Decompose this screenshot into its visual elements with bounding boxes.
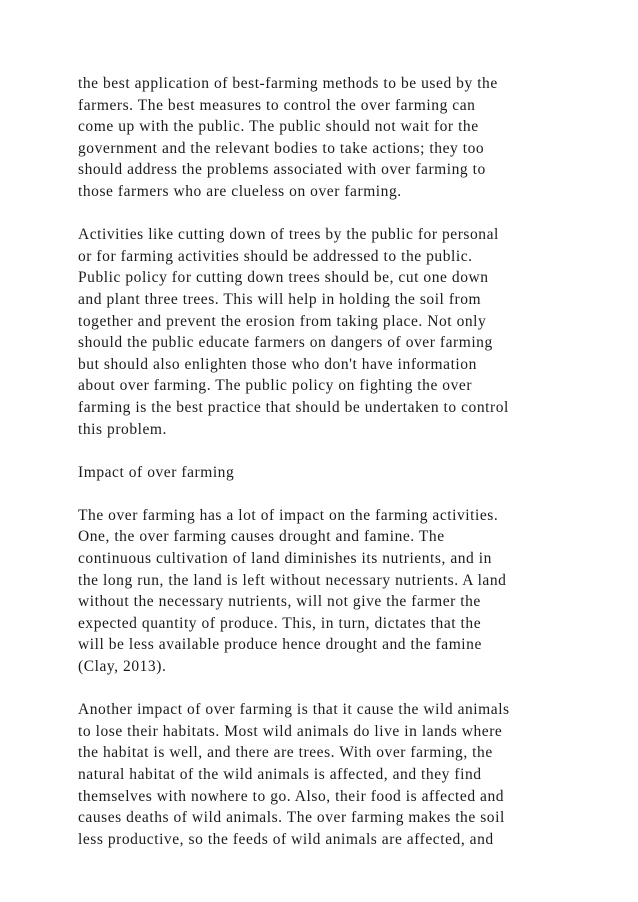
paragraph-gap xyxy=(78,203,618,225)
text-line: should address the problems associated with over farming to xyxy=(78,161,486,179)
text-line: causes deaths of wild animals. The over farming makes the soil xyxy=(78,809,505,827)
text-line: farming is the best practice that should be undertaken to control xyxy=(78,398,509,416)
text-line: natural habitat of the wild animals is affected, and they find xyxy=(78,766,482,783)
paragraph-gap xyxy=(78,440,618,462)
text-line: Public policy for cutting down trees should be, cut one down xyxy=(78,269,489,287)
section-heading-text: Impact of over farming xyxy=(78,463,235,481)
text-line: should the public educate farmers on dangers of over farming xyxy=(78,334,493,352)
document-page xyxy=(78,73,618,850)
text-line: the habitat is well, and there are trees. With over farming, the xyxy=(78,744,493,762)
text-line: those farmers who are clueless on over farming. xyxy=(78,182,402,200)
paragraph-drought-famine xyxy=(78,505,618,678)
paragraph-wild-animals xyxy=(78,699,618,850)
paragraph-best-application xyxy=(78,73,618,203)
text-line: and plant three trees. This will help in holding the soil from xyxy=(78,290,482,308)
text-line: without the necessary nutrients, will not give the farmer the xyxy=(78,593,481,611)
text-line: or for farming activities should be addressed to the public. xyxy=(78,247,473,265)
text-line: One, the over farming causes drought and famine. The xyxy=(78,528,445,546)
text-line: (Clay, 2013). xyxy=(78,658,167,676)
text-line: together and prevent the erosion from taking place. Not only xyxy=(78,312,487,330)
text-line: continuous cultivation of land diminishes its nutrients, and in xyxy=(78,550,492,568)
section-heading xyxy=(78,462,618,484)
text-line: farmers. The best measures to control the over farming can xyxy=(78,96,476,114)
text-line: the best application of best-farming methods to be used by the xyxy=(78,75,498,92)
text-line: this problem. xyxy=(78,420,167,438)
text-line: come up with the public. The public should not wait for the xyxy=(78,118,479,136)
text-line: The over farming has a lot of impact on the farming activities. xyxy=(78,506,499,524)
text-line: government and the relevant bodies to take actions; they too xyxy=(78,139,485,157)
text-line: Another impact of over farming is that it cause the wild animals xyxy=(78,701,510,719)
text-line: themselves with nowhere to go. Also, their food is affected and xyxy=(78,787,505,805)
paragraph-gap xyxy=(78,483,618,505)
paragraph-cutting-trees xyxy=(78,224,618,440)
text-line: to lose their habitats. Most wild animals do live in lands where xyxy=(78,722,503,740)
text-line: Activities like cutting down of trees by the public for personal xyxy=(78,226,499,244)
text-line: expected quantity of produce. This, in turn, dictates that the xyxy=(78,614,482,632)
text-line: less productive, so the feeds of wild animals are affected, and xyxy=(78,830,494,848)
text-line: the long run, the land is left without necessary nutrients. A land xyxy=(78,571,507,589)
paragraph-gap xyxy=(78,678,618,700)
text-line: about over farming. The public policy on fighting the over xyxy=(78,377,473,395)
text-line: will be less available produce hence drought and the famine xyxy=(78,636,482,654)
text-line: but should also enlighten those who don't have information xyxy=(78,355,477,373)
